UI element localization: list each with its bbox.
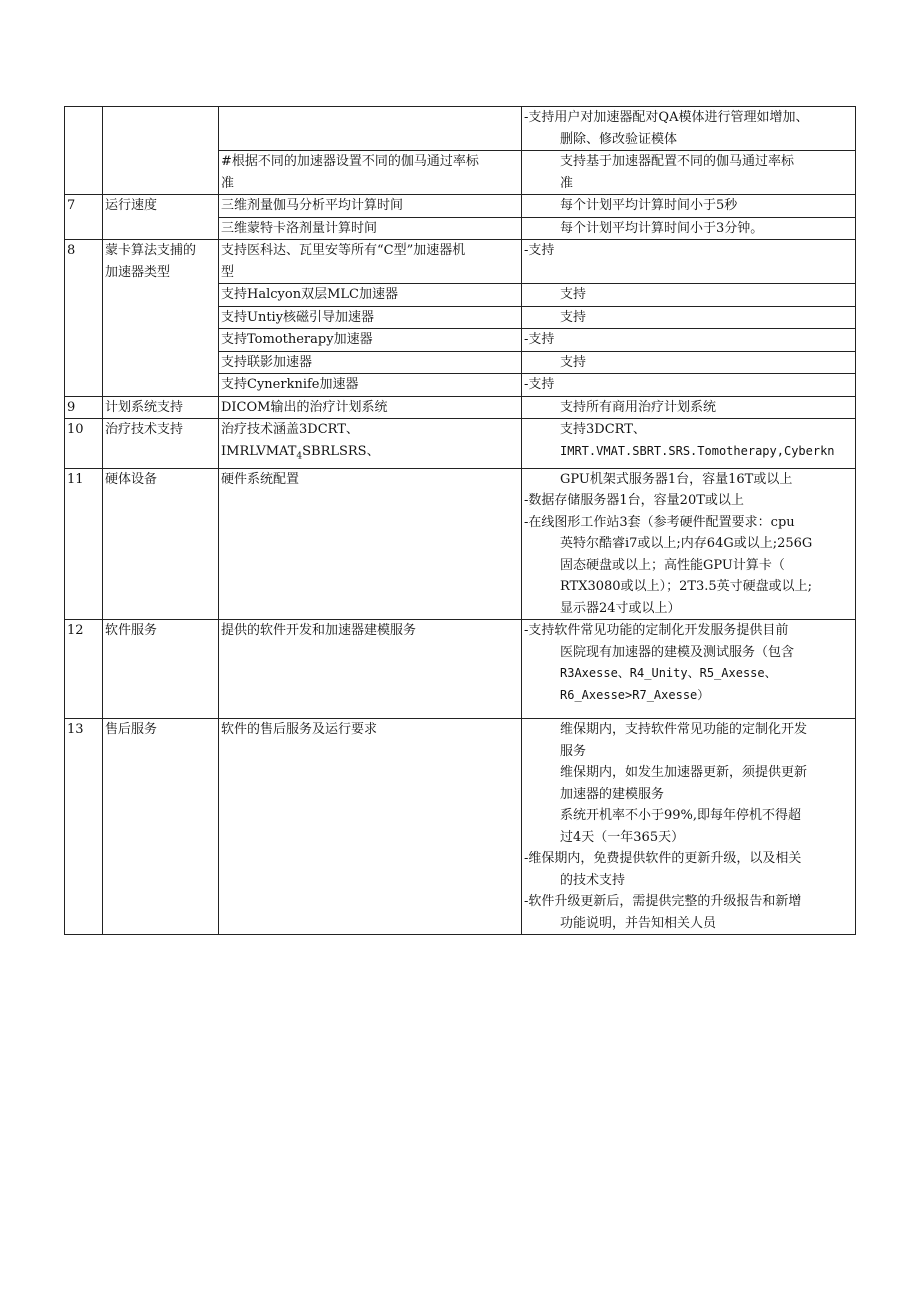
spec-text: 系统开机率不小于99%,即每年停机不得超	[560, 808, 802, 824]
req-text: 型	[221, 264, 235, 280]
num-cell: 13	[65, 719, 103, 935]
requirement-cell: 支持Cynerknife加速器	[219, 374, 522, 397]
spec-text: GPU机架式服务器1台，容量16T或以上	[560, 471, 793, 487]
spec-text: 支持软件常见功能的定制化开发服务提供目前	[528, 623, 789, 639]
spec-text: 支持	[560, 287, 587, 302]
spec-text: 支持基于加速器配置不同的伽马通过率标	[560, 154, 795, 169]
spec-text: 支持所有商用治疗计划系统	[560, 399, 717, 415]
spec-cell	[522, 217, 856, 240]
category-cell: 治疗技术支持	[103, 419, 219, 469]
spec-cell: -支持软件常见功能的定制化开发服务提供目前 医院现有加速器的建模及测试服务（包含 R3Axesse、R4_Unity、R5_Axesse、 R6_Axesse>R7_Axesse）	[522, 620, 856, 719]
spec-text: 准	[560, 175, 574, 191]
spec-text: 每个计划平均计算时间小于3分钟。	[560, 220, 764, 236]
spec-text: 软件升级更新后，需提供完整的升级报告和新增	[528, 894, 802, 910]
table-row	[65, 396, 856, 419]
category-cell: 硬体设备	[103, 468, 219, 620]
spec-text: 支持	[528, 377, 555, 392]
spec-text: RTX3080或以上）；2T3.5英寸硬盘或以上;	[560, 579, 813, 595]
requirement-cell: 支持Tomotherapy加速器	[219, 329, 522, 352]
spec-cell: 维保期内，支持软件常见功能的定制化开发 服务 维保期内，如发生加速器更新，须提供更新 加速器的建模服务 系统开机率不小于99%,即每年停机不得超 过4天（一年365天） -维保期内，免费提供软件的更新升级，以及相关 的技术支持 -软件升级更新后，需提供完整的升级报告和新增 功能说明，并告知相关人员	[522, 719, 856, 935]
category-text: 蒙卡算法支捕的	[105, 243, 197, 258]
spec-cell	[522, 284, 856, 307]
requirement-cell: 三维剂量伽马分析平均计算时间	[219, 195, 522, 218]
spec-cell: -支持	[522, 329, 856, 352]
table-row	[65, 620, 856, 719]
requirement-cell: 支持Untiy核磁引导加速器	[219, 306, 522, 329]
spec-text: 过4天（一年365天）	[560, 829, 685, 845]
spec-text: 加速器的建模服务	[560, 786, 665, 802]
spec-text: 每个计划平均计算时间小于5秒	[560, 198, 738, 213]
req-text: #根据不同的加速器设置不同的伽马通过率标	[221, 154, 479, 169]
table-row	[65, 240, 856, 284]
spec-text: 固态硬盘或以上；高性能GPU计算卡（	[560, 557, 785, 573]
spec-text: 维保期内，免费提供软件的更新升级，以及相关	[528, 851, 802, 867]
category-text: 加速器类型	[105, 264, 171, 280]
requirement-cell	[219, 240, 522, 284]
requirement-cell: 软件的售后服务及运行要求	[219, 719, 522, 935]
num-cell: 11	[65, 468, 103, 620]
requirement-cell	[219, 419, 522, 469]
table-row	[65, 107, 856, 151]
table-row	[65, 719, 856, 935]
requirement-cell: 三维蒙特卡洛剂量计算时间	[219, 217, 522, 240]
spec-text: 支持	[528, 243, 555, 258]
spec-text: 数据存储服务器1台，容量20T或以上	[528, 493, 744, 509]
requirement-cell	[219, 151, 522, 195]
spec-cell: -支持	[522, 240, 856, 284]
num-cell: 9	[65, 396, 103, 419]
spec-text: R6_Axesse>R7_Axesse）	[560, 687, 710, 702]
spec-text: 英特尔酷睿i7或以上;内存64G或以上;256G	[560, 536, 813, 552]
requirements-table	[64, 106, 856, 935]
spec-text: 医院现有加速器的建模及测试服务（包含	[560, 644, 795, 660]
category-cell: 售后服务	[103, 719, 219, 935]
num-cell: 10	[65, 419, 103, 469]
req-text: 治疗技术涵盖3DCRT、	[221, 422, 359, 437]
spec-text: R3Axesse、R4_Unity、R5_Axesse、	[560, 666, 777, 681]
table-row	[65, 419, 856, 469]
requirement-cell: 硬件系统配置	[219, 468, 522, 620]
req-text: 准	[221, 175, 235, 191]
spec-cell	[522, 306, 856, 329]
spec-cell	[522, 396, 856, 419]
requirement-cell: 提供的软件开发和加速器建模服务	[219, 620, 522, 719]
spec-text: 功能说明，并告知相关人员	[560, 915, 717, 931]
spec-text: 支持	[528, 332, 555, 347]
spec-text: 删除、修改验证模体	[560, 131, 678, 147]
requirement-cell: DICOM输出的治疗计划系统	[219, 396, 522, 419]
spec-text: 支持	[560, 354, 587, 370]
category-cell	[103, 107, 219, 195]
requirement-cell	[219, 107, 522, 151]
num-cell: 8	[65, 240, 103, 397]
requirement-cell: 支持联影加速器	[219, 351, 522, 374]
spec-text: 显示器24寸或以上）	[560, 600, 681, 616]
spec-text: IMRT.VMAT.SBRT.SRS.Tomotherapy,Cyberkn	[560, 443, 835, 458]
spec-text: 支持用户对加速器配对QA模体进行管理如增加、	[528, 110, 809, 125]
category-cell: 运行速度	[103, 195, 219, 240]
spec-text: 的技术支持	[560, 872, 626, 888]
spec-text: 在线图形工作站3套（参考硬件配置要求：cpu	[528, 514, 795, 530]
spec-cell: -支持	[522, 374, 856, 397]
table-row	[65, 468, 856, 620]
spec-cell	[522, 351, 856, 374]
spec-text: 支持3DCRT、	[560, 422, 646, 437]
spec-text: 服务	[560, 743, 587, 759]
spec-cell	[522, 195, 856, 218]
requirement-cell: 支持Halcyon双层MLC加速器	[219, 284, 522, 307]
table-row	[65, 195, 856, 218]
num-cell: 7	[65, 195, 103, 240]
spec-cell: GPU机架式服务器1台，容量16T或以上 -数据存储服务器1台，容量20T或以上 -在线图形工作站3套（参考硬件配置要求：cpu 英特尔酷睿i7或以上;内存64G或以上;256G 固态硬盘或以上；高性能GPU计算卡（ RTX3080或以上）；2T3.5英寸硬盘或以上; 显示器24寸或以上）	[522, 468, 856, 620]
category-cell	[103, 240, 219, 397]
spec-cell	[522, 151, 856, 195]
category-cell: 计划系统支持	[103, 396, 219, 419]
num-cell: 12	[65, 620, 103, 719]
req-text: $IMRLVMAT_4SBRLSRS$、	[221, 443, 380, 462]
spec-text: 维保期内，如发生加速器更新，须提供更新	[560, 765, 808, 781]
spec-text: 维保期内，支持软件常见功能的定制化开发	[560, 722, 808, 738]
category-cell: 软件服务	[103, 620, 219, 719]
spec-text: 支持	[560, 309, 587, 325]
spec-cell: -支持用户对加速器配对QA模体进行管理如增加、 删除、修改验证模体	[522, 107, 856, 151]
spec-cell	[522, 419, 856, 469]
req-text: 支持医科达、瓦里安等所有“C型”加速器机	[221, 243, 466, 258]
num-cell	[65, 107, 103, 195]
